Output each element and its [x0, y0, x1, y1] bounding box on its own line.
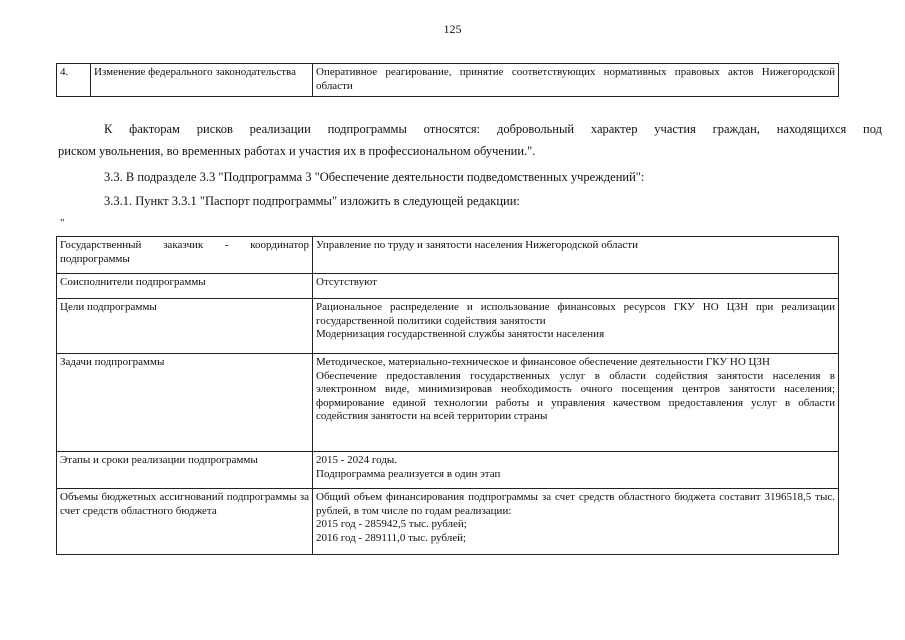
subprogram-passport-table	[56, 236, 839, 555]
goals-value-line: Рациональное распределение и использование финансовых ресурсов ГКУ НО ЦЗН при реализации государственной политики содействия занятости	[316, 301, 835, 327]
goals-label: Цели подпрограммы	[57, 299, 313, 354]
budget-value-line: Общий объем финансирования подпрограммы за счет средств областного бюджета составит 3196518,5 тыс. рублей, в том числе по годам реализации:	[316, 491, 835, 517]
row-number: 4.	[57, 64, 91, 97]
table-row	[57, 299, 839, 354]
budget-value-line: 2015 год - 285942,5 тыс. рублей;	[316, 518, 467, 530]
opening-quote-mark: "	[60, 217, 65, 229]
customer-value: Управление по труду и занятости населения Нижегородской области	[313, 237, 839, 274]
table-row	[57, 64, 839, 97]
goals-value-line: Модернизация государственной службы занятости населения	[316, 328, 605, 340]
table-row	[57, 274, 839, 299]
page-number: 125	[443, 22, 462, 36]
stages-value-line: 2015 - 2024 годы.	[316, 454, 398, 466]
table-row	[57, 452, 839, 489]
customer-label: Государственный заказчик - координатор подпрограммы	[57, 237, 313, 274]
measure-cell: Оперативное реагирование, принятие соответствующих нормативных правовых актов Нижегородской области	[313, 64, 839, 97]
goals-value	[313, 299, 839, 354]
table-row	[57, 354, 839, 452]
tasks-label: Задачи подпрограммы	[57, 354, 313, 452]
table-row	[57, 489, 839, 555]
budget-label: Объемы бюджетных ассигнований подпрограммы за счет средств областного бюджета	[57, 489, 313, 555]
budget-value-line: 2016 год - 289111,0 тыс. рублей;	[316, 531, 467, 544]
stages-label: Этапы и сроки реализации подпрограммы	[57, 452, 313, 489]
coexecutors-value: Отсутствуют	[313, 274, 839, 299]
table-row	[57, 237, 839, 274]
budget-value	[313, 489, 839, 555]
stages-value	[313, 452, 839, 489]
stages-value-line: Подпрограмма реализуется в один этап	[316, 467, 501, 480]
tasks-value	[313, 354, 839, 452]
coexecutors-label: Соисполнители подпрограммы	[57, 274, 313, 299]
tasks-value-line: Методическое, материально-техническое и финансовое обеспечение деятельности ГКУ НО ЦЗН	[316, 356, 770, 368]
risk-factors-paragraph-line1: К факторам рисков реализации подпрограммы относятся: добровольный характер участия граждан, находящихся под	[104, 122, 882, 136]
risk-cell: Изменение федерального законодательства	[91, 64, 313, 97]
risk-table	[56, 63, 839, 97]
section-3-3-1-paragraph: 3.3.1. Пункт 3.3.1 "Паспорт подпрограммы" изложить в следующей редакции:	[104, 194, 520, 208]
risk-factors-paragraph-line2: риском увольнения, во временных работах и участия их в профессиональном обучении.".	[58, 144, 536, 158]
section-3-3-paragraph: 3.3. В подразделе 3.3 "Подпрограмма 3 "Обеспечение деятельности подведомственных учреждений":	[104, 170, 645, 184]
tasks-value-line: Обеспечение предоставления государственных услуг в области содействия занятости населения в электронном виде, минимизировав необходимость очного посещения центров занятости населения; формирование единой технологии работы и управления качеством предоставления услуг в области содействия занятости на всей территории страны	[316, 369, 835, 422]
